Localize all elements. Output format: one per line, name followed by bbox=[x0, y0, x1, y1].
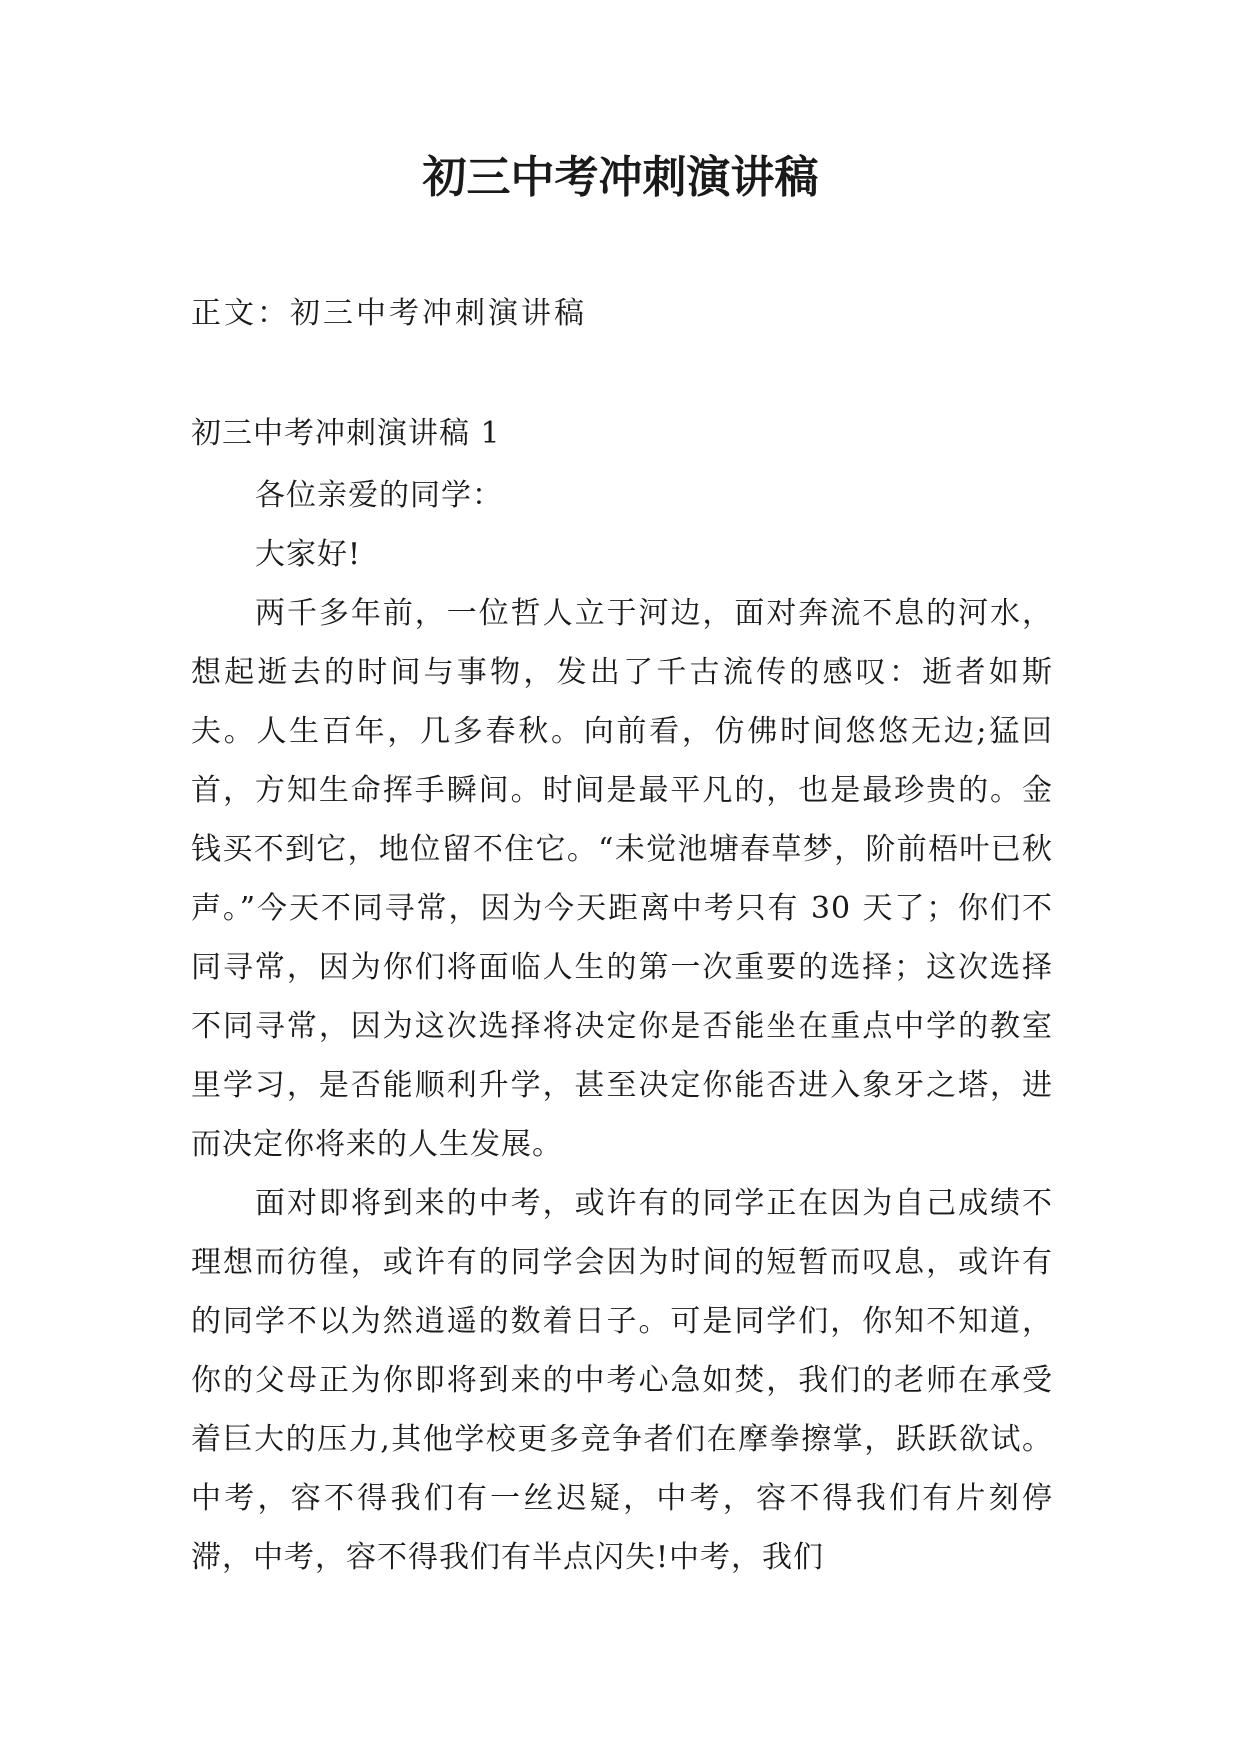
greeting-paragraph: 大家好! bbox=[255, 537, 362, 572]
section-heading: 初三中考冲刺演讲稿 1 bbox=[191, 416, 501, 451]
body-paragraph: 面对即将到来的中考，或许有的同学正在因为自己成绩不理想而彷徨，或许有的同学会因为时间的短暂而叹息，或许有的同学不以为然逍遥的数着日子。可是同学们，你知不知道，你的父母正为你即将到来的中考心急如焚，我们的老师在承受着巨大的压力,其他学校更多竞争者们在摩拳擦掌，跃跃欲试。中考，容不得我们有一丝迟疑，中考，容不得我们有片刻停滞，中考，容不得我们有半点闪失!中考，我们 bbox=[191, 1186, 1053, 1575]
body-label-line: 正文：初三中考冲刺演讲稿 bbox=[191, 296, 587, 331]
salutation-paragraph: 各位亲爱的同学： bbox=[255, 478, 503, 513]
body-paragraph: 两千多年前，一位哲人立于河边，面对奔流不息的河水，想起逝去的时间与事物，发出了千古流传的感叹：逝者如斯夫。人生百年，几多春秋。向前看，仿佛时间悠悠无边;猛回首，方知生命挥手瞬间。时间是最平凡的，也是最珍贵的。金钱买不到它，地位留不住它。“未觉池塘春草梦，阶前梧叶已秋声。”今天不同寻常，因为今天距离中考只有 30 天了；你们不同寻常，因为你们将面临人生的第一次重要的选择；这次选择不同寻常，因为这次选择将决定你是否能坐在重点中学的教室里学习，是否能顺利升学，甚至决定你能否进入象牙之塔，进而决定你将来的人生发展。 bbox=[191, 596, 1053, 1162]
speech-body bbox=[191, 466, 1053, 1587]
document-title: 初三中考冲刺演讲稿 bbox=[422, 152, 819, 203]
